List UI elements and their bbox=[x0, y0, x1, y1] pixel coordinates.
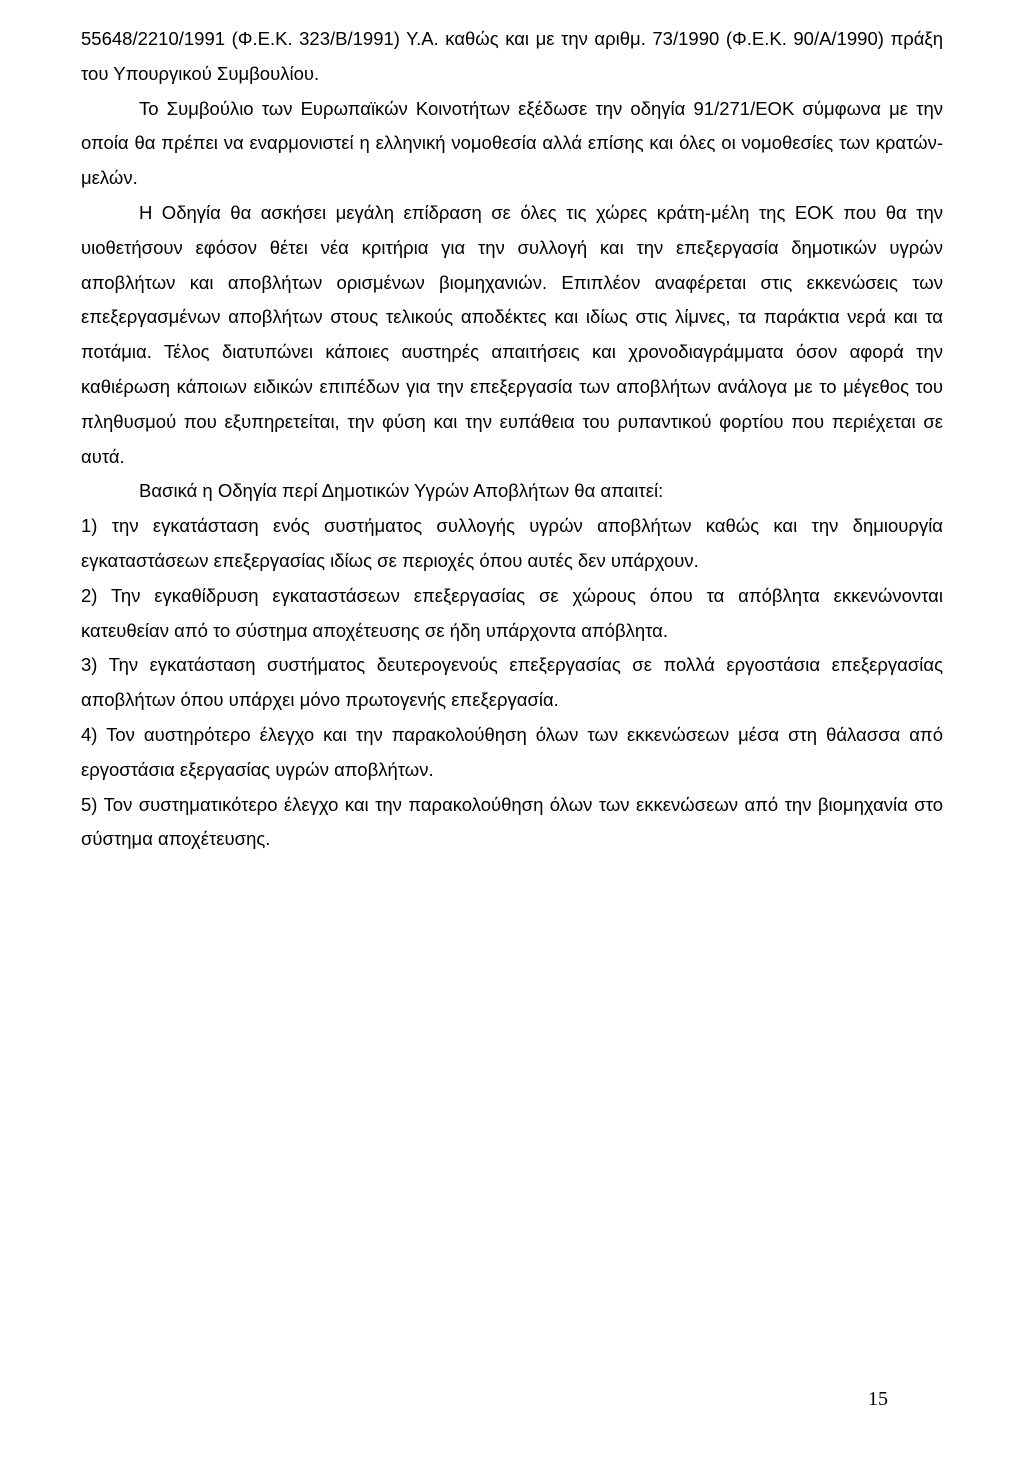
paragraph-requirements-intro: Βασικά η Οδηγία περί Δημοτικών Υγρών Αποβλήτων θα απαιτεί: bbox=[139, 480, 664, 502]
paragraph-directive-impact: Η Οδηγία θα ασκήσει μεγάλη επίδραση σε όλες τις χώρες κράτη-μέλη της ΕΟΚ που θα την υιοθετήσουν εφόσον θέτει νέα κριτήρια για την συλλογή και την επεξεργασία δημοτικών υγρών αποβλήτων και αποβλήτων ορισμένων βιομηχανιών. Επιπλέον αναφέρεται στις εκκενώσεις των επεξεργασμένων αποβλήτων στους τελικούς αποδέκτες και ιδίως στις λίμνες, τα παράκτια νερά και τα ποτάμια. Τέλος διατυπώνει κάποιες αυστηρές απαιτήσεις και χρονοδιαγράμματα όσον αφορά την καθιέρωση κάποιων ειδικών επιπέδων για την επεξεργασία των αποβλήτων ανάλογα με το μέγεθος του πληθυσμού που εξυπηρετείται, την φύση και την ευπάθεια του ρυπαντικού φορτίου που περιέχεται σε αυτά. bbox=[81, 201, 943, 467]
page-number: 15 bbox=[868, 1388, 888, 1410]
document-body bbox=[81, 22, 943, 857]
list-item-4: 4) Τον αυστηρότερο έλεγχο και την παρακολούθηση όλων των εκκενώσεων μέσα στη θάλασσα από εργοστάσια εξεργασίας υγρών αποβλήτων. bbox=[81, 723, 943, 780]
paragraph-legal-reference: 55648/2210/1991 (Φ.Ε.Κ. 323/Β/1991) Υ.Α. καθώς και με την αριθμ. 73/1990 (Φ.Ε.Κ. 90/Α/1990) πράξη του Υπουργικού Συμβουλίου. bbox=[81, 28, 943, 84]
list-item-1: 1) την εγκατάσταση ενός συστήματος συλλογής υγρών αποβλήτων καθώς και την δημιουργία εγκαταστάσεων επεξεργασίας ιδίως σε περιοχές όπου αυτές δεν υπάρχουν. bbox=[81, 515, 943, 571]
list-item-3: 3) Την εγκατάσταση συστήματος δευτερογενούς επεξεργασίας σε πολλά εργοστάσια επεξεργασίας αποβλήτων όπου υπάρχει μόνο πρωτογενής επεξεργασία. bbox=[81, 654, 943, 711]
paragraph-eu-directive: Το Συμβούλιο των Ευρωπαϊκών Κοινοτήτων εξέδωσε την οδηγία 91/271/ΕΟΚ σύμφωνα με την οποία θα πρέπει να εναρμονιστεί η ελληνική νομοθεσία αλλά επίσης και όλες οι νομοθεσίες των κρατών-μελών. bbox=[81, 97, 943, 189]
list-item-5: 5) Τον συστηματικότερο έλεγχο και την παρακολούθηση όλων των εκκενώσεων από την βιομηχανία στο σύστημα αποχέτευσης. bbox=[81, 793, 943, 850]
list-item-2: 2) Την εγκαθίδρυση εγκαταστάσεων επεξεργασίας σε χώρους όπου τα απόβλητα εκκενώνονται κατευθείαν από το σύστημα αποχέτευσης σε ήδη υπάρχοντα απόβλητα. bbox=[81, 584, 943, 641]
